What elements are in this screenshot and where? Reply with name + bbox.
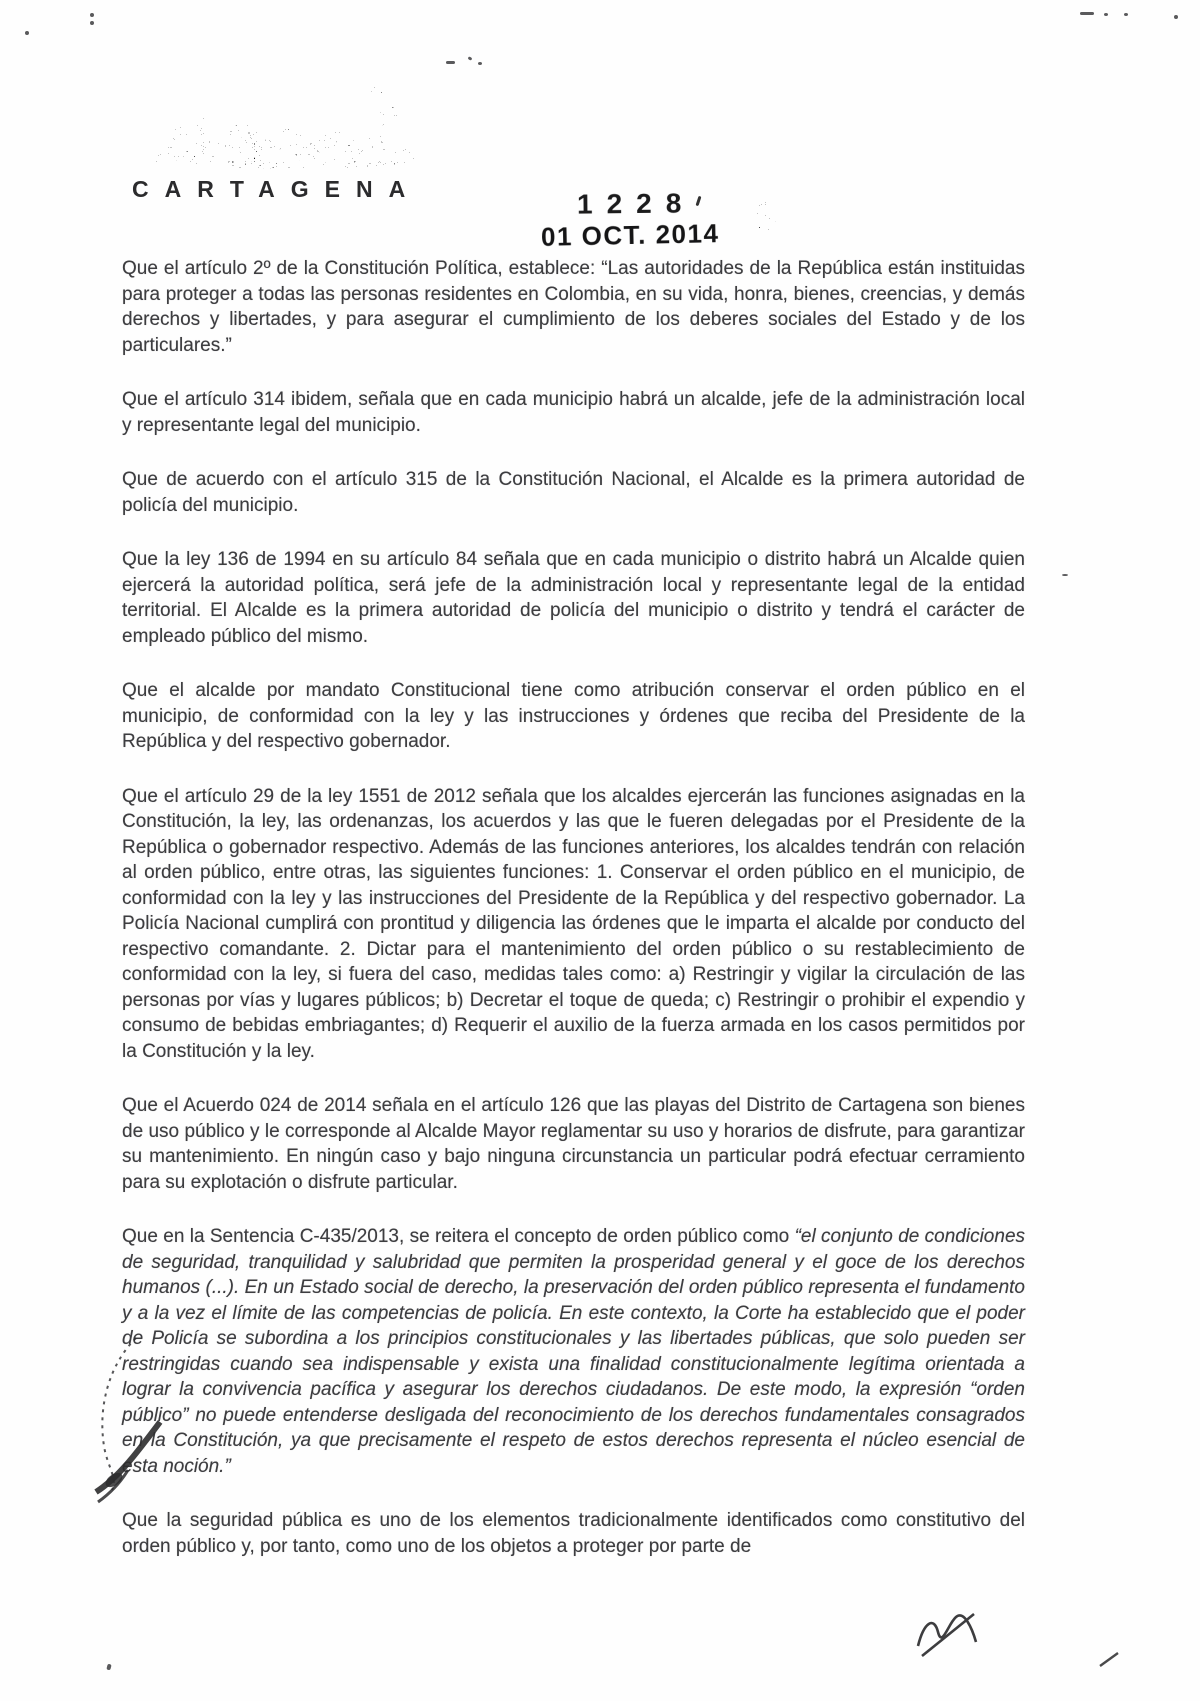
- paragraph-ley-136-1994: Que la ley 136 de 1994 en su artículo 84 señala que en cada municipio o distrito habrá un Alcalde quien ejercerá la autoridad política, será jefe de la administración local y representante legal de la entidad territorial. El Alcalde es la primera autoridad de policía del municipio o distrito y tendrá el carácter de empleado público del mismo.: [122, 549, 1025, 647]
- scan-speck: [25, 31, 29, 35]
- scan-speck: [468, 56, 473, 61]
- radicado-stamp-number: 1228: [576, 187, 696, 220]
- scan-speck: [1174, 15, 1178, 19]
- paragraph-acuerdo-024-2014: Que el Acuerdo 024 de 2014 señala en el artículo 126 que las playas del Distrito de Cartagena son bienes de uso público y le corresponde al Alcalde Mayor reglamentar su uso y horarios de disfrute, para garantizar su mantenimiento. En ningún caso y bajo ninguna circunstancia un particular podrá efectuar cerramiento para su explotación o disfrute particular.: [122, 1095, 1025, 1193]
- date-stamp: 01 OCT. 2014: [540, 218, 720, 252]
- paragraph-seguridad-publica: Que la seguridad pública es uno de los elementos tradicionalmente identificados como constitutivo del orden público y, por tanto, como uno de los objetos a proteger por parte de: [122, 1510, 1025, 1557]
- scan-speck: [90, 21, 94, 25]
- page-bottom-cutoff: [0, 1687, 1200, 1701]
- handwritten-scribble: [912, 1604, 988, 1668]
- paragraph-mandato-constitucional: Que el alcalde por mandato Constitucional tiene como atribución conservar el orden público en el municipio, de conformidad con la ley y las instrucciones y órdenes que reciba del Presidente de la República y del respectivo gobernador.: [122, 680, 1025, 752]
- alcaldia-logo-smudge-icon: [145, 78, 440, 180]
- scan-speck: [106, 1664, 111, 1671]
- stamp-tick-mark: [696, 196, 702, 206]
- scan-speck: [1104, 13, 1108, 16]
- paragraph-sentencia-c435-2013: [122, 1224, 1025, 1479]
- margin-pen-mark: [92, 1330, 184, 1508]
- pen-check-mark: [1096, 1650, 1122, 1670]
- scan-speck: [1062, 574, 1068, 576]
- paragraph-articulo-315: Que de acuerdo con el artículo 315 de la Constitución Nacional, el Alcalde es la primera autoridad de policía del municipio.: [122, 469, 1025, 516]
- scan-speck: [1124, 13, 1128, 16]
- ink-blot-mark: [750, 198, 780, 240]
- paragraph-constitucion-art2: Que el artículo 2º de la Constitución Política, establece: “Las autoridades de la República están instituidas para proteger a todas las personas residentes en Colombia, en su vida, honra, bienes, creencias, y demás derechos y libertades, y para asegurar el cumplimiento de los deberes sociales del Estado y de los particulares.”: [122, 258, 1025, 356]
- scan-speck: [478, 62, 482, 65]
- scan-speck: [1080, 12, 1094, 15]
- document-body: [122, 256, 1025, 1588]
- brand-wordmark: CARTAGENA: [132, 176, 422, 202]
- paragraph-quote: “el conjunto de condiciones de seguridad, tranquilidad y salubridad que permiten la prosperidad general y el goce de los derechos humanos (...). En un Estado social de derecho, la preservación del orden público representa el fundamento y a la vez el límite de las competencias de policía. En este contexto, la Corte ha establecido que el poder de Policía se subordina a los principios constitucionales y las libertades públicas, que solo pueden ser restringidas cuando sea indispensable y exista una finalidad constitucionalmente legítima orientada a lograr la convivencia pacífica y asegurar los derechos ciudadanos. De este modo, la expresión “orden público” no puede entenderse desligada del reconocimiento de los derechos fundamentales consagrados en la Constitución, ya que precisamente el respeto de estos derechos representa el núcleo esencial de esta noción.”: [122, 1226, 1026, 1477]
- paragraph-lead: Que en la Sentencia C-435/2013, se reitera el concepto de orden público como: [122, 1226, 795, 1247]
- paragraph-ley-1551-2012: Que el artículo 29 de la ley 1551 de 2012 señala que los alcaldes ejercerán las funciones asignadas en la Constitución, la ley, las ordenanzas, los acuerdos y las que le fueren delegadas por el Presidente de la República o gobernador respectivo. Además de las funciones anteriores, los alcaldes tendrán con relación al orden público, entre otras, las siguientes funciones: 1. Conservar el orden público en el municipio, de conformidad con la ley y las instrucciones del Presidente de la República y del respectivo gobernador. La Policía Nacional cumplirá con prontitud y diligencia las órdenes que le imparta el alcalde por conducto del respectivo comandante. 2. Dictar para el mantenimiento del orden público o su restablecimiento de conformidad con la ley, si fuera del caso, medidas tales como: a) Restringir y vigilar la circulación de las personas por vías y lugares públicos; b) Decretar el toque de queda; c) Restringir o prohibir el expendio y consumo de bebidas embriagantes; d) Requerir el auxilio de la fuerza armada en los casos permitidos por la Constitución y la ley.: [122, 785, 1025, 1062]
- scan-speck: [446, 61, 455, 64]
- paragraph-articulo-314: Que el artículo 314 ibidem, señala que en cada municipio habrá un alcalde, jefe de la administración local y representante legal del municipio.: [122, 389, 1025, 436]
- scan-speck: [90, 13, 94, 17]
